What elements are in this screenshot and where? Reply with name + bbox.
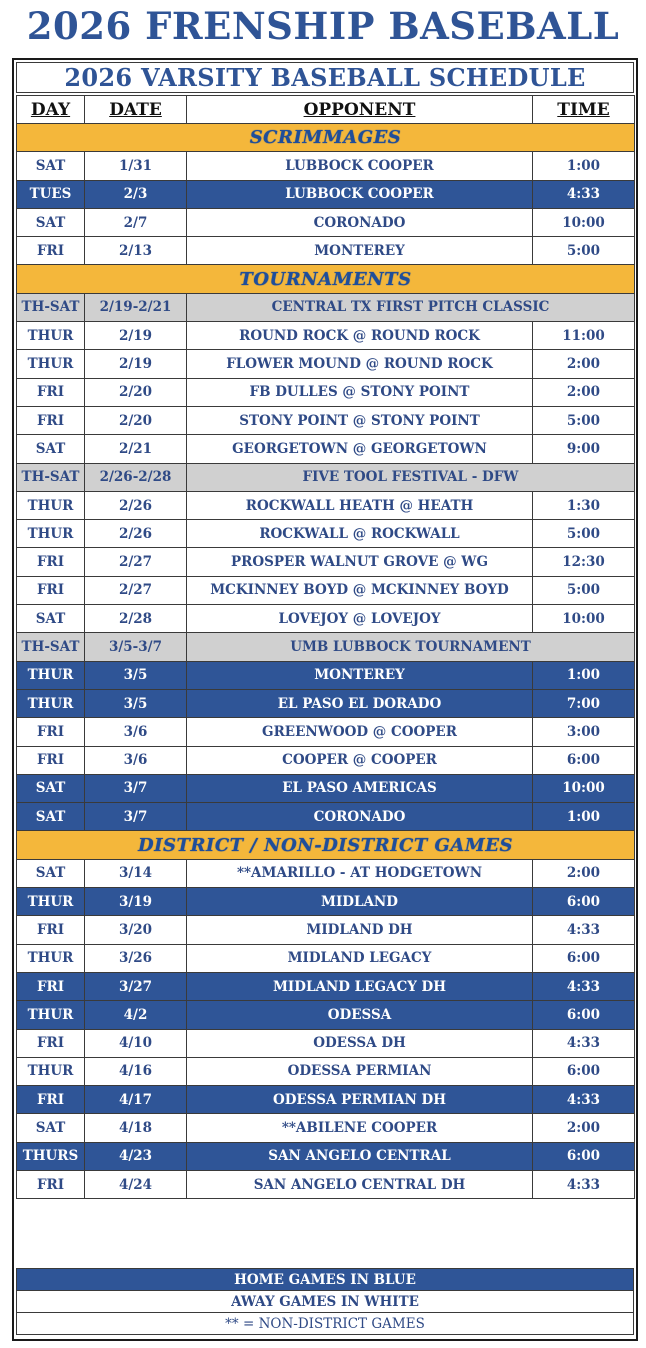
- away-game-row: [17, 859, 635, 887]
- schedule-table: [16, 95, 635, 1199]
- cell-day: FRI: [17, 237, 85, 265]
- cell-time: 4:33: [533, 1086, 635, 1114]
- cell-opponent: CORONADO: [187, 208, 533, 236]
- cell-time: 4:33: [533, 1170, 635, 1198]
- cell-time: 1:00: [533, 152, 635, 180]
- home-game-row: [17, 774, 635, 802]
- cell-opponent: ODESSA PERMIAN: [187, 1057, 533, 1085]
- cell-time: 10:00: [533, 774, 635, 802]
- cell-date: 3/5-3/7: [85, 633, 187, 661]
- tournament-name: FIVE TOOL FESTIVAL - DFW: [187, 463, 635, 491]
- cell-date: 2/20: [85, 406, 187, 434]
- away-game-row: [17, 237, 635, 265]
- cell-date: 3/19: [85, 888, 187, 916]
- cell-day: FRI: [17, 1086, 85, 1114]
- cell-date: 2/20: [85, 378, 187, 406]
- home-game-row: [17, 661, 635, 689]
- cell-time: 6:00: [533, 1001, 635, 1029]
- cell-opponent: ODESSA DH: [187, 1029, 533, 1057]
- cell-opponent: MONTEREY: [187, 661, 533, 689]
- legend-home: HOME GAMES IN BLUE: [17, 1269, 634, 1291]
- cell-opponent: LOVEJOY @ LOVEJOY: [187, 605, 533, 633]
- away-game-row: [17, 152, 635, 180]
- cell-day: SAT: [17, 605, 85, 633]
- cell-day: SAT: [17, 1114, 85, 1142]
- cell-date: 3/7: [85, 803, 187, 831]
- cell-opponent: FB DULLES @ STONY POINT: [187, 378, 533, 406]
- cell-date: 4/2: [85, 1001, 187, 1029]
- cell-opponent: ODESSA PERMIAN DH: [187, 1086, 533, 1114]
- cell-day: SAT: [17, 774, 85, 802]
- cell-time: 3:00: [533, 718, 635, 746]
- home-game-row: [17, 689, 635, 717]
- header-day: DAY: [17, 96, 85, 124]
- cell-day: FRI: [17, 746, 85, 774]
- cell-opponent: MONTEREY: [187, 237, 533, 265]
- away-game-row: [17, 916, 635, 944]
- cell-date: 3/26: [85, 944, 187, 972]
- away-game-row: [17, 208, 635, 236]
- cell-opponent: SAN ANGELO CENTRAL DH: [187, 1170, 533, 1198]
- away-game-row: [17, 746, 635, 774]
- legend-non-district: ** = NON-DISTRICT GAMES: [17, 1313, 634, 1335]
- away-game-row: [17, 548, 635, 576]
- cell-time: 6:00: [533, 746, 635, 774]
- cell-opponent: LUBBOCK COOPER: [187, 180, 533, 208]
- cell-day: SAT: [17, 208, 85, 236]
- home-game-row: [17, 1142, 635, 1170]
- cell-time: 2:00: [533, 378, 635, 406]
- cell-opponent: **AMARILLO - AT HODGETOWN: [187, 859, 533, 887]
- tournament-row: [17, 293, 635, 321]
- header-row: [17, 96, 635, 124]
- away-game-row: [17, 1057, 635, 1085]
- cell-time: 5:00: [533, 520, 635, 548]
- cell-date: 2/19: [85, 322, 187, 350]
- schedule-table-body: [17, 96, 635, 1199]
- home-game-row: [17, 180, 635, 208]
- cell-date: 2/19: [85, 350, 187, 378]
- cell-opponent: MIDLAND DH: [187, 916, 533, 944]
- cell-date: 2/27: [85, 576, 187, 604]
- cell-opponent: EL PASO AMERICAS: [187, 774, 533, 802]
- cell-time: 5:00: [533, 576, 635, 604]
- cell-time: 1:30: [533, 491, 635, 519]
- away-game-row: [17, 378, 635, 406]
- away-game-row: [17, 520, 635, 548]
- cell-day: FRI: [17, 1170, 85, 1198]
- cell-time: 4:33: [533, 916, 635, 944]
- cell-date: 2/28: [85, 605, 187, 633]
- cell-opponent: MIDLAND LEGACY: [187, 944, 533, 972]
- cell-date: 4/16: [85, 1057, 187, 1085]
- cell-time: 2:00: [533, 350, 635, 378]
- away-game-row: [17, 491, 635, 519]
- cell-time: 1:00: [533, 803, 635, 831]
- cell-opponent: MCKINNEY BOYD @ MCKINNEY BOYD: [187, 576, 533, 604]
- cell-time: 5:00: [533, 237, 635, 265]
- cell-time: 11:00: [533, 322, 635, 350]
- cell-day: TH-SAT: [17, 633, 85, 661]
- cell-day: FRI: [17, 378, 85, 406]
- cell-time: 4:33: [533, 1029, 635, 1057]
- cell-date: 4/18: [85, 1114, 187, 1142]
- cell-date: 4/10: [85, 1029, 187, 1057]
- cell-date: 2/13: [85, 237, 187, 265]
- cell-date: 2/26: [85, 520, 187, 548]
- header-time: TIME: [533, 96, 635, 124]
- cell-time: 10:00: [533, 605, 635, 633]
- cell-date: 1/31: [85, 152, 187, 180]
- legend-away: AWAY GAMES IN WHITE: [17, 1291, 634, 1313]
- cell-time: 2:00: [533, 1114, 635, 1142]
- cell-opponent: GREENWOOD @ COOPER: [187, 718, 533, 746]
- cell-opponent: ROUND ROCK @ ROUND ROCK: [187, 322, 533, 350]
- home-game-row: [17, 888, 635, 916]
- cell-day: THUR: [17, 350, 85, 378]
- away-game-row: [17, 576, 635, 604]
- cell-time: 12:30: [533, 548, 635, 576]
- cell-day: FRI: [17, 718, 85, 746]
- away-game-row: [17, 350, 635, 378]
- cell-opponent: MIDLAND LEGACY DH: [187, 972, 533, 1000]
- cell-day: SAT: [17, 435, 85, 463]
- cell-opponent: PROSPER WALNUT GROVE @ WG: [187, 548, 533, 576]
- cell-day: FRI: [17, 548, 85, 576]
- legend-table: [16, 1268, 634, 1335]
- home-game-row: [17, 1001, 635, 1029]
- schedule-title: 2026 VARSITY BASEBALL SCHEDULE: [16, 62, 634, 93]
- cell-opponent: COOPER @ COOPER: [187, 746, 533, 774]
- cell-date: 3/14: [85, 859, 187, 887]
- cell-time: 2:00: [533, 859, 635, 887]
- cell-opponent: LUBBOCK COOPER: [187, 152, 533, 180]
- cell-date: 2/26-2/28: [85, 463, 187, 491]
- cell-day: SAT: [17, 152, 85, 180]
- away-game-row: [17, 1114, 635, 1142]
- cell-opponent: **ABILENE COOPER: [187, 1114, 533, 1142]
- cell-date: 2/26: [85, 491, 187, 519]
- section-label: TOURNAMENTS: [17, 265, 635, 293]
- cell-time: 6:00: [533, 1057, 635, 1085]
- tournament-row: [17, 633, 635, 661]
- section-label: SCRIMMAGES: [17, 124, 635, 152]
- cell-day: FRI: [17, 972, 85, 1000]
- tournament-name: CENTRAL TX FIRST PITCH CLASSIC: [187, 293, 635, 321]
- away-game-row: [17, 322, 635, 350]
- cell-opponent: FLOWER MOUND @ ROUND ROCK: [187, 350, 533, 378]
- cell-opponent: CORONADO: [187, 803, 533, 831]
- header-opponent: OPPONENT: [187, 96, 533, 124]
- cell-date: 3/7: [85, 774, 187, 802]
- cell-time: 6:00: [533, 944, 635, 972]
- cell-day: THUR: [17, 520, 85, 548]
- cell-day: TH-SAT: [17, 293, 85, 321]
- away-game-row: [17, 406, 635, 434]
- cell-time: 6:00: [533, 888, 635, 916]
- cell-day: FRI: [17, 916, 85, 944]
- cell-date: 3/20: [85, 916, 187, 944]
- cell-day: TUES: [17, 180, 85, 208]
- cell-opponent: ODESSA: [187, 1001, 533, 1029]
- cell-date: 4/24: [85, 1170, 187, 1198]
- header-date: DATE: [85, 96, 187, 124]
- away-game-row: [17, 1170, 635, 1198]
- cell-day: THUR: [17, 689, 85, 717]
- cell-time: 4:33: [533, 972, 635, 1000]
- cell-day: SAT: [17, 803, 85, 831]
- cell-day: FRI: [17, 1029, 85, 1057]
- tournament-row: [17, 463, 635, 491]
- section-header-row: [17, 831, 635, 859]
- cell-date: 2/27: [85, 548, 187, 576]
- cell-date: 3/5: [85, 689, 187, 717]
- section-header-row: [17, 124, 635, 152]
- cell-time: 5:00: [533, 406, 635, 434]
- cell-day: THUR: [17, 1057, 85, 1085]
- cell-date: 4/23: [85, 1142, 187, 1170]
- cell-time: 4:33: [533, 180, 635, 208]
- cell-date: 3/6: [85, 718, 187, 746]
- cell-date: 4/17: [85, 1086, 187, 1114]
- cell-opponent: STONY POINT @ STONY POINT: [187, 406, 533, 434]
- cell-opponent: ROCKWALL @ ROCKWALL: [187, 520, 533, 548]
- cell-day: THUR: [17, 1001, 85, 1029]
- cell-time: 7:00: [533, 689, 635, 717]
- cell-day: THUR: [17, 661, 85, 689]
- cell-opponent: GEORGETOWN @ GEORGETOWN: [187, 435, 533, 463]
- cell-date: 3/6: [85, 746, 187, 774]
- home-game-row: [17, 1086, 635, 1114]
- cell-day: FRI: [17, 576, 85, 604]
- away-game-row: [17, 435, 635, 463]
- cell-opponent: MIDLAND: [187, 888, 533, 916]
- cell-day: THUR: [17, 888, 85, 916]
- away-game-row: [17, 944, 635, 972]
- home-game-row: [17, 803, 635, 831]
- cell-date: 2/7: [85, 208, 187, 236]
- page-title: 2026 FRENSHIP BASEBALL: [26, 4, 620, 48]
- section-header-row: [17, 265, 635, 293]
- cell-day: FRI: [17, 406, 85, 434]
- cell-day: THUR: [17, 491, 85, 519]
- cell-date: 2/19-2/21: [85, 293, 187, 321]
- cell-day: THUR: [17, 944, 85, 972]
- tournament-name: UMB LUBBOCK TOURNAMENT: [187, 633, 635, 661]
- home-game-row: [17, 972, 635, 1000]
- cell-day: THUR: [17, 322, 85, 350]
- cell-date: 3/5: [85, 661, 187, 689]
- away-game-row: [17, 605, 635, 633]
- cell-time: 6:00: [533, 1142, 635, 1170]
- cell-opponent: SAN ANGELO CENTRAL: [187, 1142, 533, 1170]
- away-game-row: [17, 1029, 635, 1057]
- cell-time: 9:00: [533, 435, 635, 463]
- section-label: DISTRICT / NON-DISTRICT GAMES: [17, 831, 635, 859]
- cell-time: 10:00: [533, 208, 635, 236]
- cell-day: SAT: [17, 859, 85, 887]
- cell-date: 3/27: [85, 972, 187, 1000]
- cell-day: TH-SAT: [17, 463, 85, 491]
- cell-date: 2/21: [85, 435, 187, 463]
- cell-opponent: EL PASO EL DORADO: [187, 689, 533, 717]
- cell-time: 1:00: [533, 661, 635, 689]
- cell-day: THURS: [17, 1142, 85, 1170]
- away-game-row: [17, 718, 635, 746]
- cell-opponent: ROCKWALL HEATH @ HEATH: [187, 491, 533, 519]
- cell-date: 2/3: [85, 180, 187, 208]
